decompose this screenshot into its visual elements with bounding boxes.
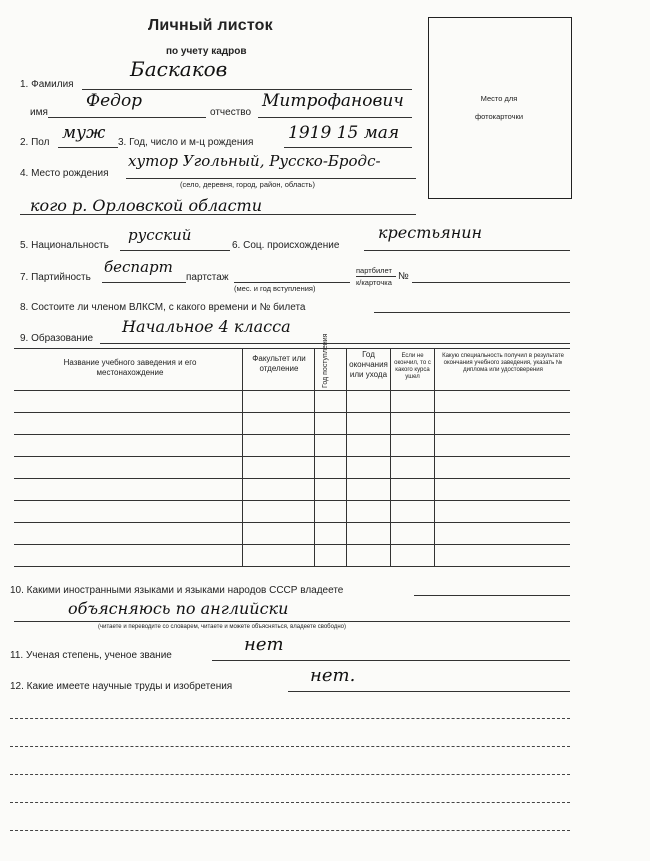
party-card-number-label: № (398, 271, 409, 282)
patronymic-label: отчество (210, 107, 252, 118)
table-row-line-1 (14, 412, 570, 413)
degree-value: нет (244, 634, 284, 655)
photo-placeholder (428, 17, 572, 199)
table-row-line-5 (14, 500, 570, 501)
party-label: 7. Партийность (20, 272, 91, 283)
nationality-label: 5. Национальность (20, 240, 109, 251)
patronymic-value: Митрофанович (262, 91, 404, 111)
degree-label: 11. Ученая степень, ученое звание (10, 650, 172, 661)
table-row-line-2 (14, 434, 570, 435)
works-line-4 (10, 774, 570, 775)
education-label: 9. Образование (20, 333, 94, 344)
table-header-entry-year: Год поступления (322, 333, 329, 388)
birth-date-value: 1919 15 мая (288, 123, 400, 143)
education-value: Начальное 4 класса (122, 317, 291, 336)
languages-value: объясняюсь по английски (68, 599, 289, 618)
sex-line (58, 147, 118, 148)
table-col-divider-5 (434, 348, 435, 566)
table-header-dropout-course: Если не окончил, то с какого курса ушел (394, 353, 431, 380)
table-col-divider-3 (346, 348, 347, 566)
table-header-exit-year: Год окончания или ухода (349, 350, 388, 379)
works-line-3 (10, 746, 570, 747)
table-col-divider-2 (314, 348, 315, 566)
works-value: нет. (310, 665, 356, 686)
table-col-divider-1 (242, 348, 243, 566)
party-value: беспарт (104, 258, 173, 276)
languages-line-1 (414, 595, 570, 596)
works-label: 12. Какие имеете научные труды и изобретения (10, 681, 233, 692)
birthplace-value-2: кого р. Орловской области (30, 196, 262, 215)
birthplace-value: хутор Угольный, Русско-Бродс- (128, 152, 381, 170)
works-line-5 (10, 802, 570, 803)
party-card-number-line (412, 282, 570, 283)
birthplace-label: 4. Место рождения (20, 168, 109, 179)
party-card-divider (356, 276, 396, 277)
name-value: Федор (86, 91, 143, 111)
languages-line-2 (14, 621, 570, 622)
party-stazh-line (234, 282, 350, 283)
party-card-label: партбилет (356, 266, 392, 275)
photo-label-line1: Место для (480, 94, 518, 103)
table-top-line (14, 348, 570, 349)
surname-label: 1. Фамилия (20, 79, 74, 90)
name-line (48, 117, 206, 118)
birthplace-line (126, 178, 416, 179)
table-row-line-4 (14, 478, 570, 479)
nationality-line (120, 250, 230, 251)
education-line (100, 343, 570, 344)
table-header-institution: Название учебного заведения и его местонахождение (63, 358, 197, 377)
party-card-label-2: к/карточка (356, 278, 392, 287)
table-header-specialty: Какую специальность получил в результате окончания учебного заведения, указать № диплома или удостоверения (442, 353, 564, 373)
patronymic-line (258, 117, 412, 118)
table-row-line-7 (14, 544, 570, 545)
nationality-value: русский (128, 226, 192, 244)
birthplace-hint: (село, деревня, город, район, область) (180, 180, 315, 189)
party-line (102, 282, 186, 283)
komsomol-label: 8. Состоите ли членом ВЛКСМ, с какого времени и № билета (20, 302, 306, 313)
surname-value: Баскаков (130, 57, 228, 81)
page-subtitle: по учету кадров (166, 46, 247, 57)
social-origin-value: крестьянин (378, 223, 483, 242)
works-line-6 (10, 830, 570, 831)
table-row-line-6 (14, 522, 570, 523)
birth-date-line (284, 147, 412, 148)
name-label: имя (30, 107, 48, 118)
page-title: Личный листок (148, 17, 273, 34)
works-line-1 (288, 691, 570, 692)
degree-line (212, 660, 570, 661)
photo-label-line2: фотокарточки (474, 112, 524, 121)
party-stazh-hint: (мес. и год вступления) (234, 284, 316, 293)
komsomol-line (374, 312, 570, 313)
sex-value: муж (62, 123, 106, 143)
surname-line (82, 89, 412, 90)
birth-date-label: 3. Год, число и м-ц рождения (118, 137, 254, 148)
social-origin-line (364, 250, 570, 251)
table-bottom-line (14, 566, 570, 567)
languages-label: 10. Какими иностранными языками и языками народов СССР владеете (10, 585, 344, 596)
table-header-bottom-line (14, 390, 570, 391)
sex-label: 2. Пол (20, 137, 50, 148)
table-row-line-3 (14, 456, 570, 457)
social-origin-label: 6. Соц. происхождение (232, 240, 340, 251)
works-line-2 (10, 718, 570, 719)
party-stazh-label: партстаж (186, 272, 229, 283)
languages-hint: (читаете и переводите со словарем, читаете и можете объясняться, владеете свободно) (98, 624, 346, 630)
table-header-faculty: Факультет или отделение (252, 354, 306, 373)
